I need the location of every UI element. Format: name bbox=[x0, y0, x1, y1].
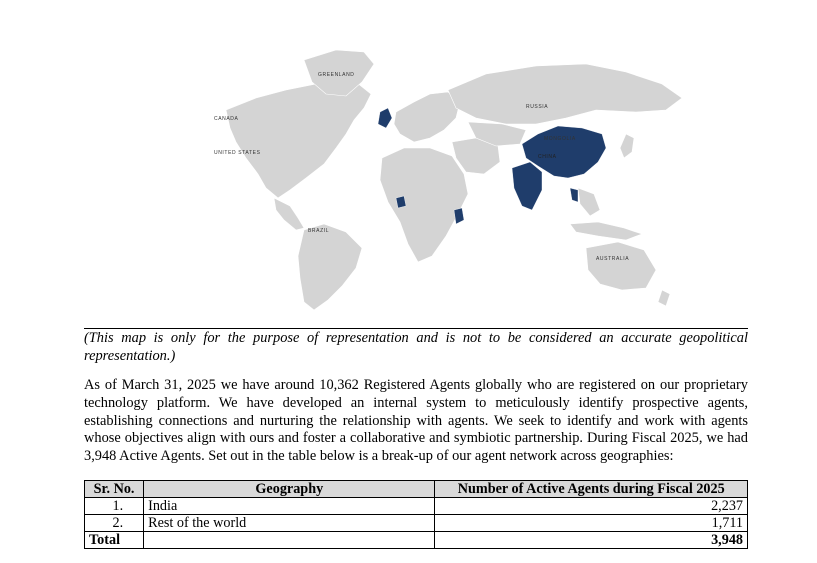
table-row bbox=[85, 515, 748, 532]
map-north-america bbox=[226, 78, 371, 198]
map-label-mongolia: MONGOLIA bbox=[544, 136, 576, 142]
map-indonesia bbox=[570, 222, 642, 240]
map-russia bbox=[448, 64, 682, 124]
map-highlight-southeast bbox=[570, 188, 578, 202]
total-empty-cell bbox=[144, 532, 435, 549]
map-japan bbox=[620, 134, 634, 158]
agents-paragraph: As of March 31, 2025 we have around 10,362 Registered Agents globally who are registered on our proprietary technology platform. We have developed an internal system to meticulously identify prospective agents, establishing connections and nurturing the relationship with agents. We seek to identify and work with agents whose objectives align with ours and foster a collaborative and symbiotic partnership. During Fiscal 2025, we had 3,948 Active Agents. Set out in the table below is a break-up of our agent network across geographies: bbox=[84, 377, 748, 465]
total-label: Total bbox=[85, 532, 144, 549]
map-label-united-states: UNITED STATES bbox=[214, 150, 261, 156]
row-count: 1,711 bbox=[435, 515, 748, 532]
map-south-america bbox=[298, 224, 362, 310]
map-europe bbox=[394, 92, 460, 142]
map-label-australia: AUSTRALIA bbox=[596, 256, 630, 262]
map-highlight-india bbox=[512, 162, 542, 210]
world-map-svg bbox=[186, 38, 694, 316]
row-sr-no: 1. bbox=[85, 498, 144, 515]
map-australia bbox=[586, 242, 656, 290]
agents-table bbox=[84, 480, 748, 549]
header-sr-no: Sr. No. bbox=[85, 481, 144, 498]
row-geography: Rest of the world bbox=[144, 515, 435, 532]
map-new-zealand bbox=[658, 290, 670, 306]
map-disclaimer: (This map is only for the purpose of representation and is not to be considered an accurate geopolitical representation.) bbox=[84, 330, 748, 364]
map-highlight-uk bbox=[378, 108, 392, 128]
map-africa bbox=[380, 148, 468, 262]
table-header-row bbox=[85, 481, 748, 498]
table-total-row bbox=[85, 532, 748, 549]
map-label-brazil: BRAZIL bbox=[308, 228, 330, 234]
row-geography: India bbox=[144, 498, 435, 515]
map-label-canada: CANADA bbox=[214, 116, 239, 122]
map-southeast-asia bbox=[578, 188, 600, 216]
map-central-america bbox=[274, 198, 304, 230]
world-map bbox=[186, 38, 694, 316]
row-sr-no: 2. bbox=[85, 515, 144, 532]
total-count: 3,948 bbox=[435, 532, 748, 549]
map-highlight-east-africa bbox=[454, 208, 464, 224]
row-count: 2,237 bbox=[435, 498, 748, 515]
map-label-russia: RUSSIA bbox=[526, 104, 549, 110]
map-label-china: CHINA bbox=[538, 154, 557, 160]
table-row bbox=[85, 498, 748, 515]
map-label-greenland: GREENLAND bbox=[318, 72, 355, 78]
map-highlight-west-africa bbox=[396, 196, 406, 208]
header-active-agents: Number of Active Agents during Fiscal 2025 bbox=[435, 481, 748, 498]
header-geography: Geography bbox=[144, 481, 435, 498]
